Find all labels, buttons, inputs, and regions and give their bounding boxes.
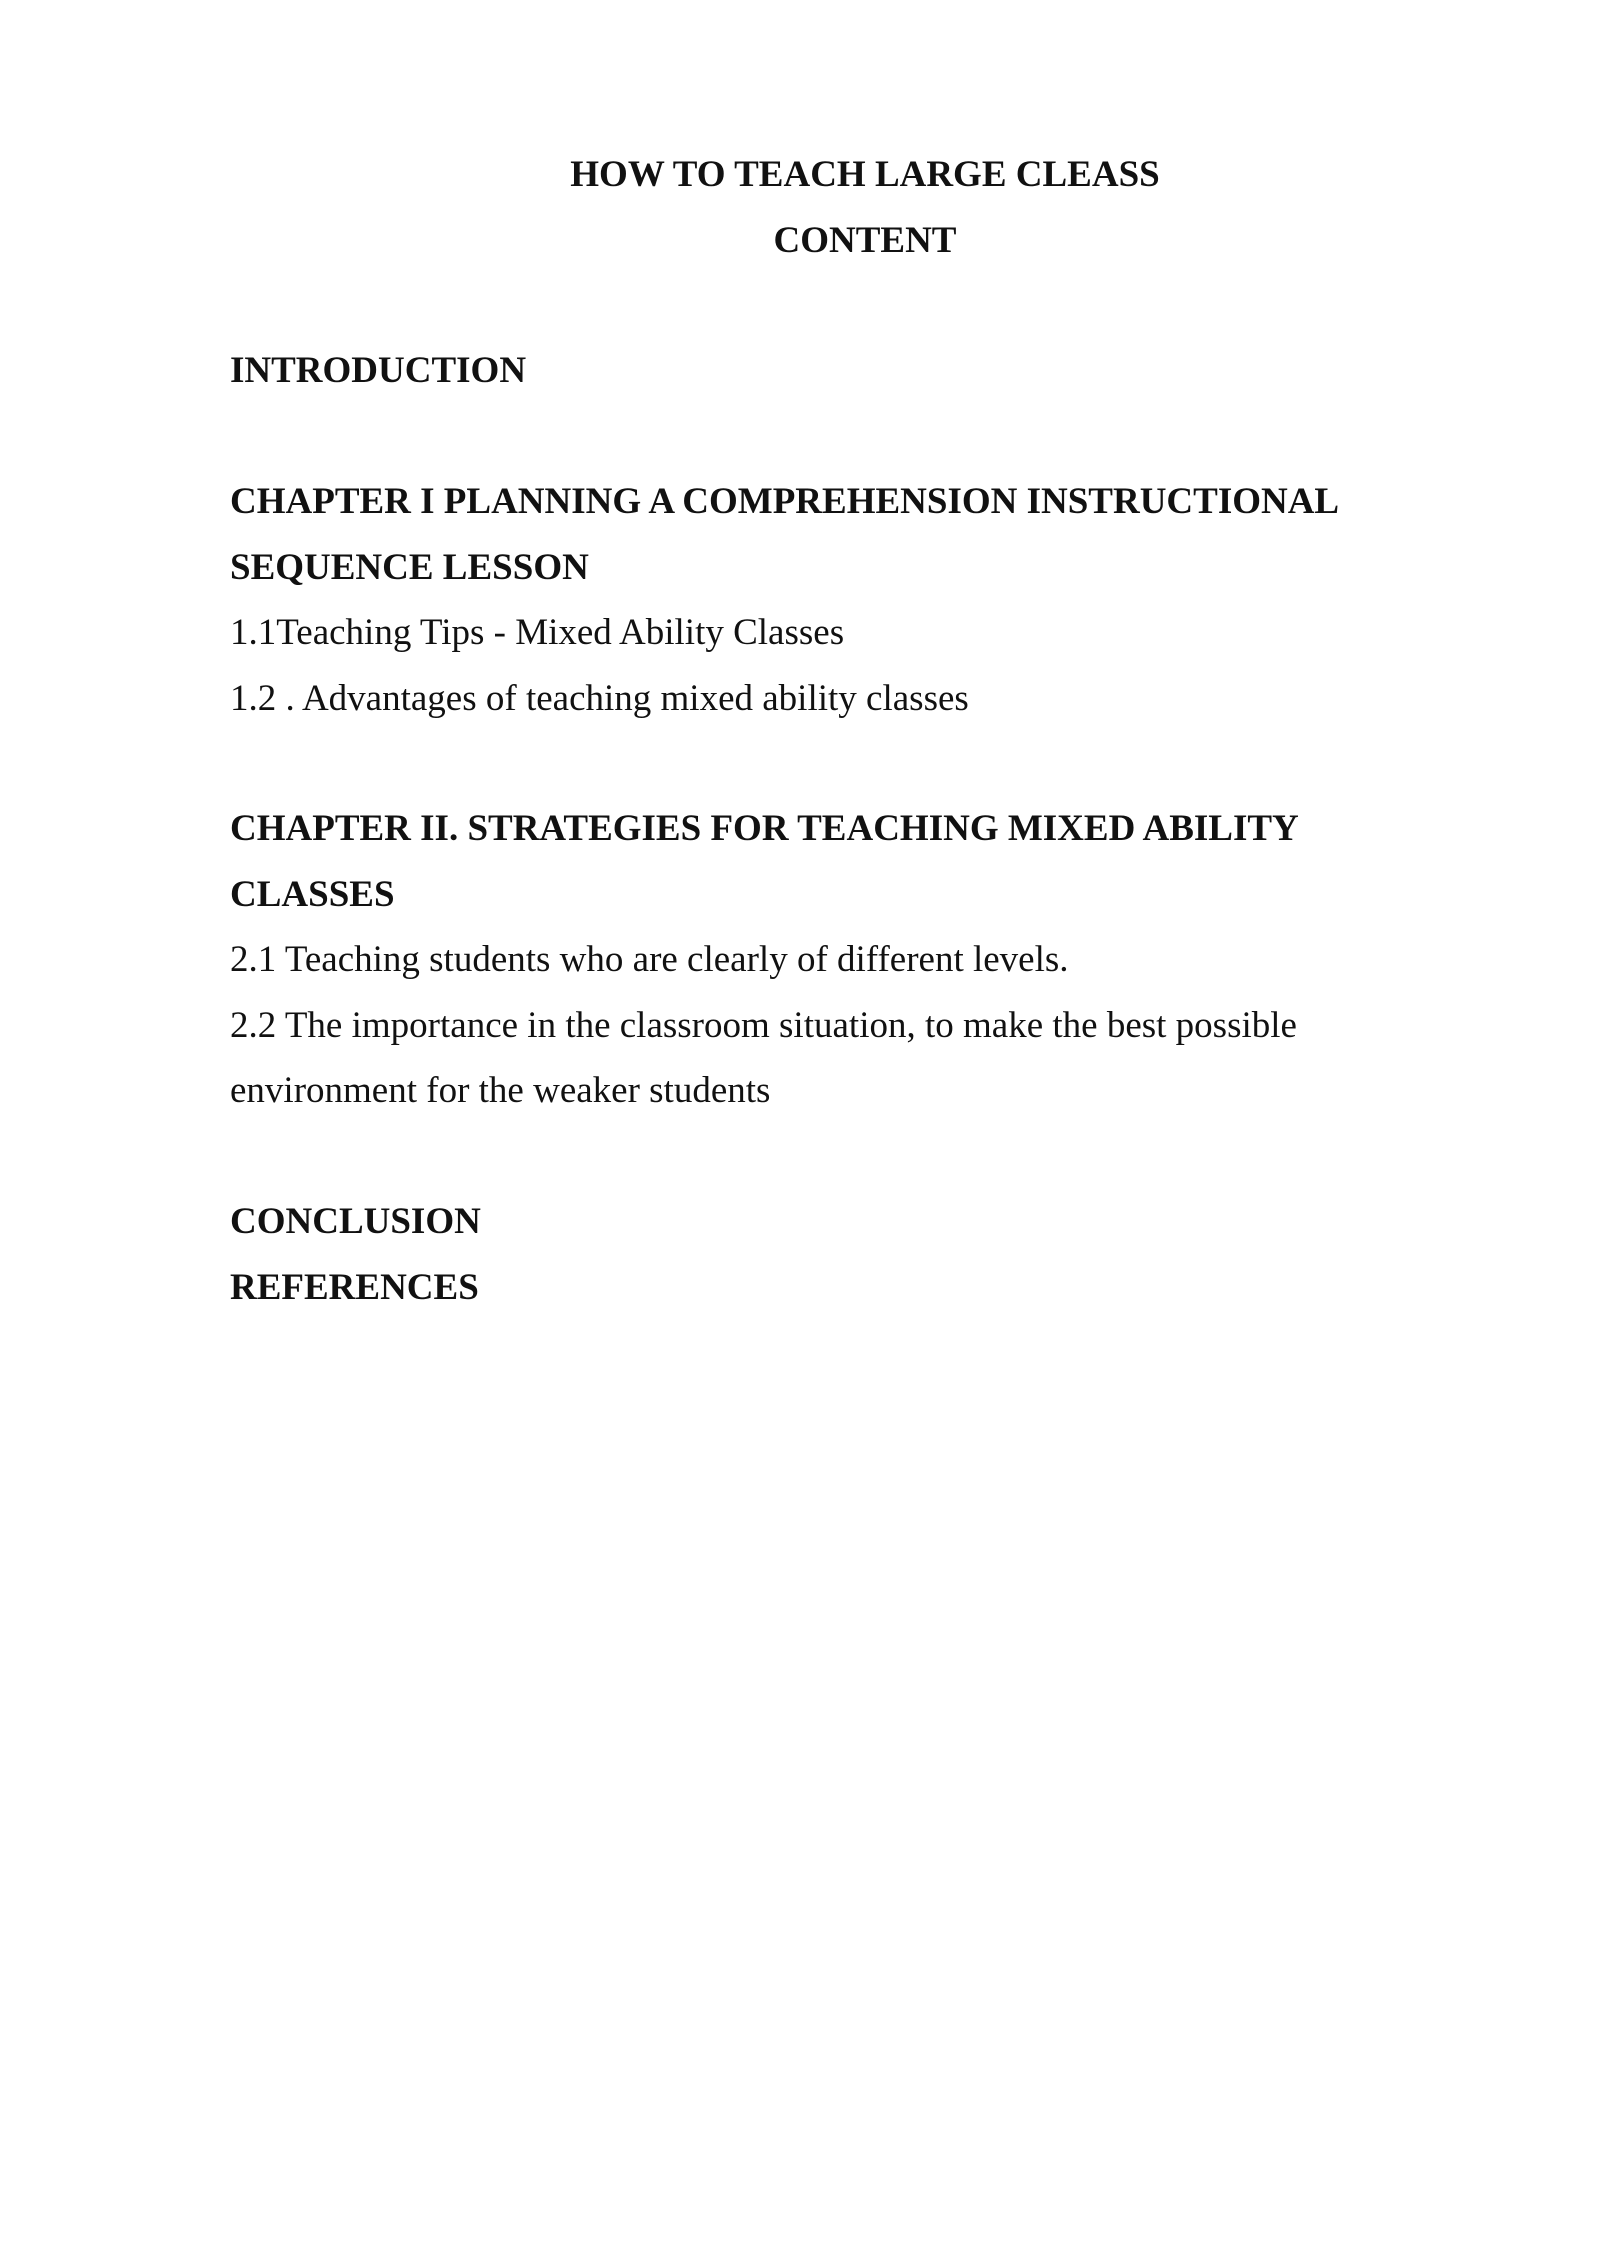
toc-conclusion: CONCLUSION: [230, 1201, 481, 1242]
toc-chapter2-heading-line1: CHAPTER II. STRATEGIES FOR TEACHING MIXED ABILITY: [230, 808, 1299, 849]
contents-heading: CONTENT: [773, 220, 957, 261]
toc-item-1-1: 1.1Teaching Tips - Mixed Ability Classes: [230, 612, 845, 653]
toc-item-1-2: 1.2 . Advantages of teaching mixed ability classes: [230, 678, 969, 719]
toc-item-2-2-continued: environment for the weaker students: [230, 1070, 771, 1111]
toc-item-2-1: 2.1 Teaching students who are clearly of different levels.: [230, 939, 1069, 980]
toc-chapter2-heading-line2: CLASSES: [230, 874, 395, 915]
toc-chapter1-heading-line1: CHAPTER I PLANNING A COMPREHENSION INSTRUCTIONAL: [230, 481, 1340, 522]
toc-chapter1-heading-line2: SEQUENCE LESSON: [230, 547, 589, 588]
document-title: HOW TO TEACH LARGE CLEASS: [570, 154, 1160, 195]
toc-introduction: INTRODUCTION: [230, 350, 527, 391]
toc-item-2-2: 2.2 The importance in the classroom situation, to make the best possible: [230, 1005, 1297, 1046]
toc-references: REFERENCES: [230, 1267, 479, 1308]
